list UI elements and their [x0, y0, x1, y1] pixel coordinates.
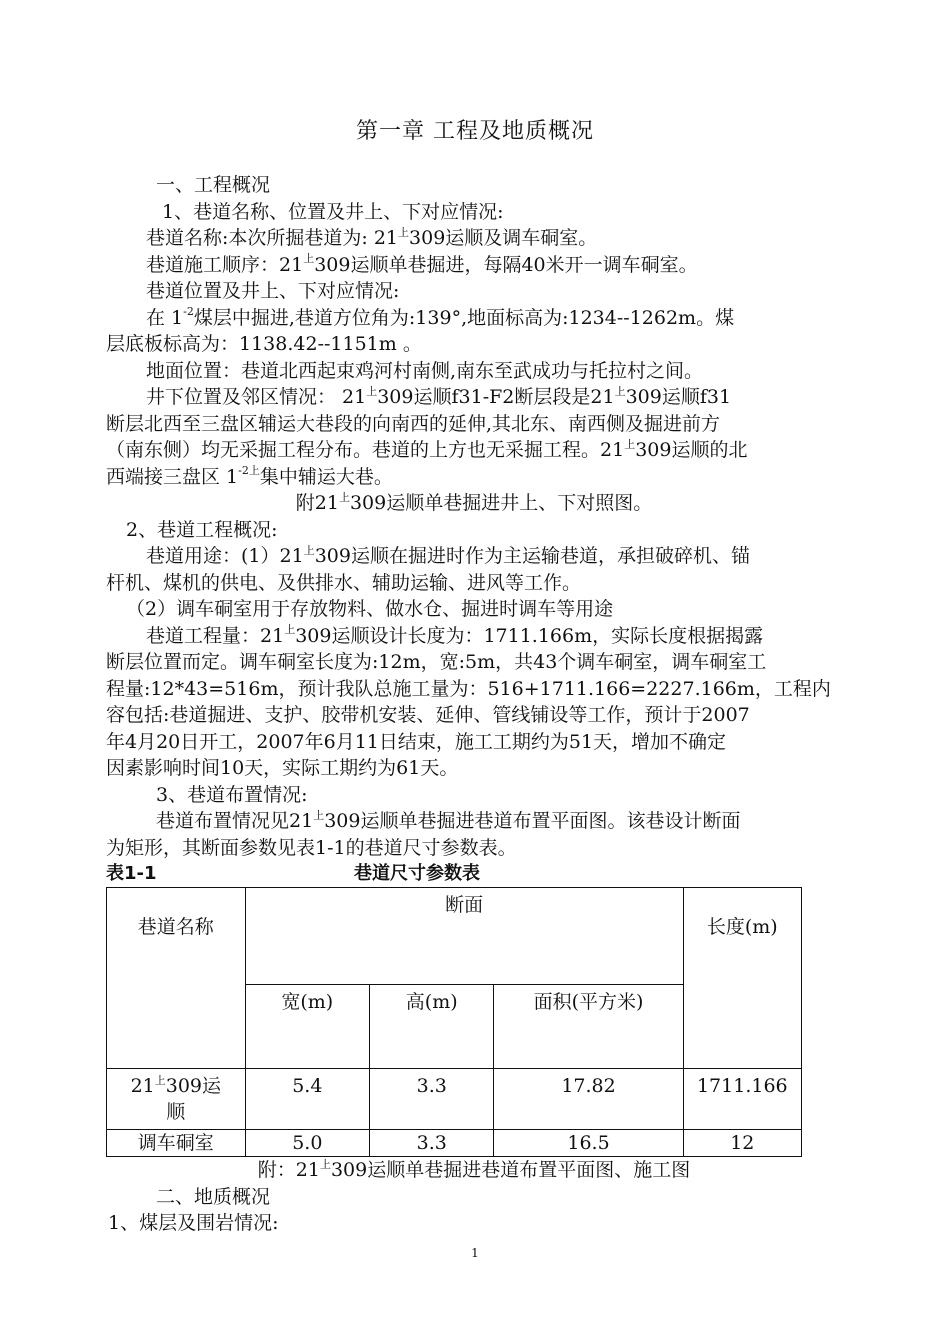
paragraph: 容包括:巷道掘进、支护、胶带机安装、延伸、管线铺设等工作，预计于2007 — [106, 704, 750, 726]
paragraph: 巷道位置及井上、下对应情况: — [146, 280, 400, 302]
paragraph: 西端接三盘区 $1^{-2上}$集中辅运大巷。 — [106, 464, 393, 488]
tunnel-dimension-table — [106, 887, 802, 1157]
paragraph: 断层位置而定。调车硐室长度为:12m，宽:5m，共43个调车硐室，调车硐室工 — [106, 651, 767, 673]
section-heading: 一、工程概况 — [156, 174, 271, 196]
paragraph: 巷道用途：$(1)21^上309$运顺在掘进时作为主运输巷道，承担破碎机、锚 — [146, 543, 750, 567]
table-title: 巷道尺寸参数表 — [354, 863, 480, 884]
paragraph: 因素影响时间10天，实际工期约为61天。 — [106, 757, 459, 779]
table-caption — [106, 861, 842, 887]
paragraph: 巷道工程量：$21^上309$运顺设计长度为：1711.166m，实际长度根据揭露 — [146, 623, 764, 647]
subsection-heading: 3、巷道布置情况: — [156, 783, 308, 806]
cell-length: 12 — [683, 1130, 801, 1157]
chapter-title: 第一章 工程及地质概况 — [356, 119, 594, 144]
paragraph: 层底板标高为：1138.42--1151m 。 — [106, 333, 422, 355]
subsection-heading: 2、巷道工程概况: — [126, 518, 278, 541]
subsection-heading: 1、巷道名称、位置及井上、下对应情况: — [162, 200, 504, 223]
paragraph: （南东侧）均无采掘工程分布。巷道的上方也无采掘工程。$21^上309$运顺的北 — [106, 437, 748, 461]
cell-height: 3.3 — [370, 1130, 494, 1157]
header-section: 断面 — [245, 888, 683, 985]
cell-area: 17.82 — [494, 1069, 683, 1130]
paragraph: 巷道名称:本次所掘巷道为: $21^上309$运顺及调车硐室。 — [146, 225, 598, 249]
header-length: 长度(m) — [683, 888, 801, 1069]
table-row — [107, 1130, 802, 1157]
paragraph: 巷道施工顺序：$21^上309$运顺单巷掘进，每隔40米开一调车硐室。 — [146, 252, 698, 276]
paragraph: 井下位置及邻区情况： $21^上309$运顺f31-F2断层段是$21^上309$运顺f31 — [146, 384, 732, 408]
table-row — [107, 888, 802, 985]
cell-width: 5.4 — [245, 1069, 369, 1130]
paragraph: 杆机、煤机的供电、及供排水、辅助运输、进风等工作。 — [106, 571, 582, 594]
paragraph: 为矩形，其断面参数见表1-1的巷道尺寸参数表。 — [106, 836, 517, 859]
section-heading: 二、地质概况 — [156, 1185, 271, 1208]
cell-length: 1711.166 — [683, 1069, 801, 1130]
paragraph: 巷道布置情况见$21^上309$运顺单巷掘进巷道布置平面图。该巷设计断面 — [156, 808, 741, 832]
paragraph: 地面位置：巷道北西起束鸡河村南侧,南东至武成功与托拉村之间。 — [146, 359, 704, 382]
paragraph: （2）调车硐室用于存放物料、做水仓、掘进时调车等用途 — [126, 598, 614, 620]
header-area: 面积(平方米) — [494, 985, 683, 1069]
document-body — [106, 172, 842, 1237]
header-height: 高(m) — [370, 985, 494, 1069]
cell-area: 16.5 — [494, 1130, 683, 1157]
attachment-note: 附$21^上309$运顺单巷掘进井上、下对照图。 — [295, 490, 653, 514]
paragraph: 程量:12*43=516m，预计我队总施工量为：516+1711.166=2227.166m，工程内 — [106, 677, 831, 700]
paragraph: 在 $1^{-2}$煤层中掘进,巷道方位角为:139°,地面标高为:1234--1262m。煤 — [146, 305, 735, 329]
page-number: 1 — [471, 1246, 479, 1260]
cell-name: $21^上309$运 顺 — [107, 1069, 246, 1130]
cell-width: 5.0 — [245, 1130, 369, 1157]
paragraph: 断层北西至三盘区辅运大巷段的向南西的延伸,其北东、南西侧及掘进前方 — [106, 412, 721, 435]
table-row — [107, 1069, 802, 1130]
subsection-heading: 1、煤层及围岩情况: — [108, 1212, 279, 1234]
attachment-note: 附：$21^上309$运顺单巷掘进巷道布置平面图、施工图 — [257, 1157, 691, 1181]
cell-name: 调车硐室 — [107, 1130, 246, 1157]
table-label: 表1-1 — [106, 863, 157, 884]
paragraph: 年4月20日开工，2007年6月11日结束，施工工期约为51天，增加不确定 — [106, 730, 727, 753]
cell-height: 3.3 — [370, 1069, 494, 1130]
header-width: 宽(m) — [245, 985, 369, 1069]
header-name: 巷道名称 — [107, 888, 246, 1069]
